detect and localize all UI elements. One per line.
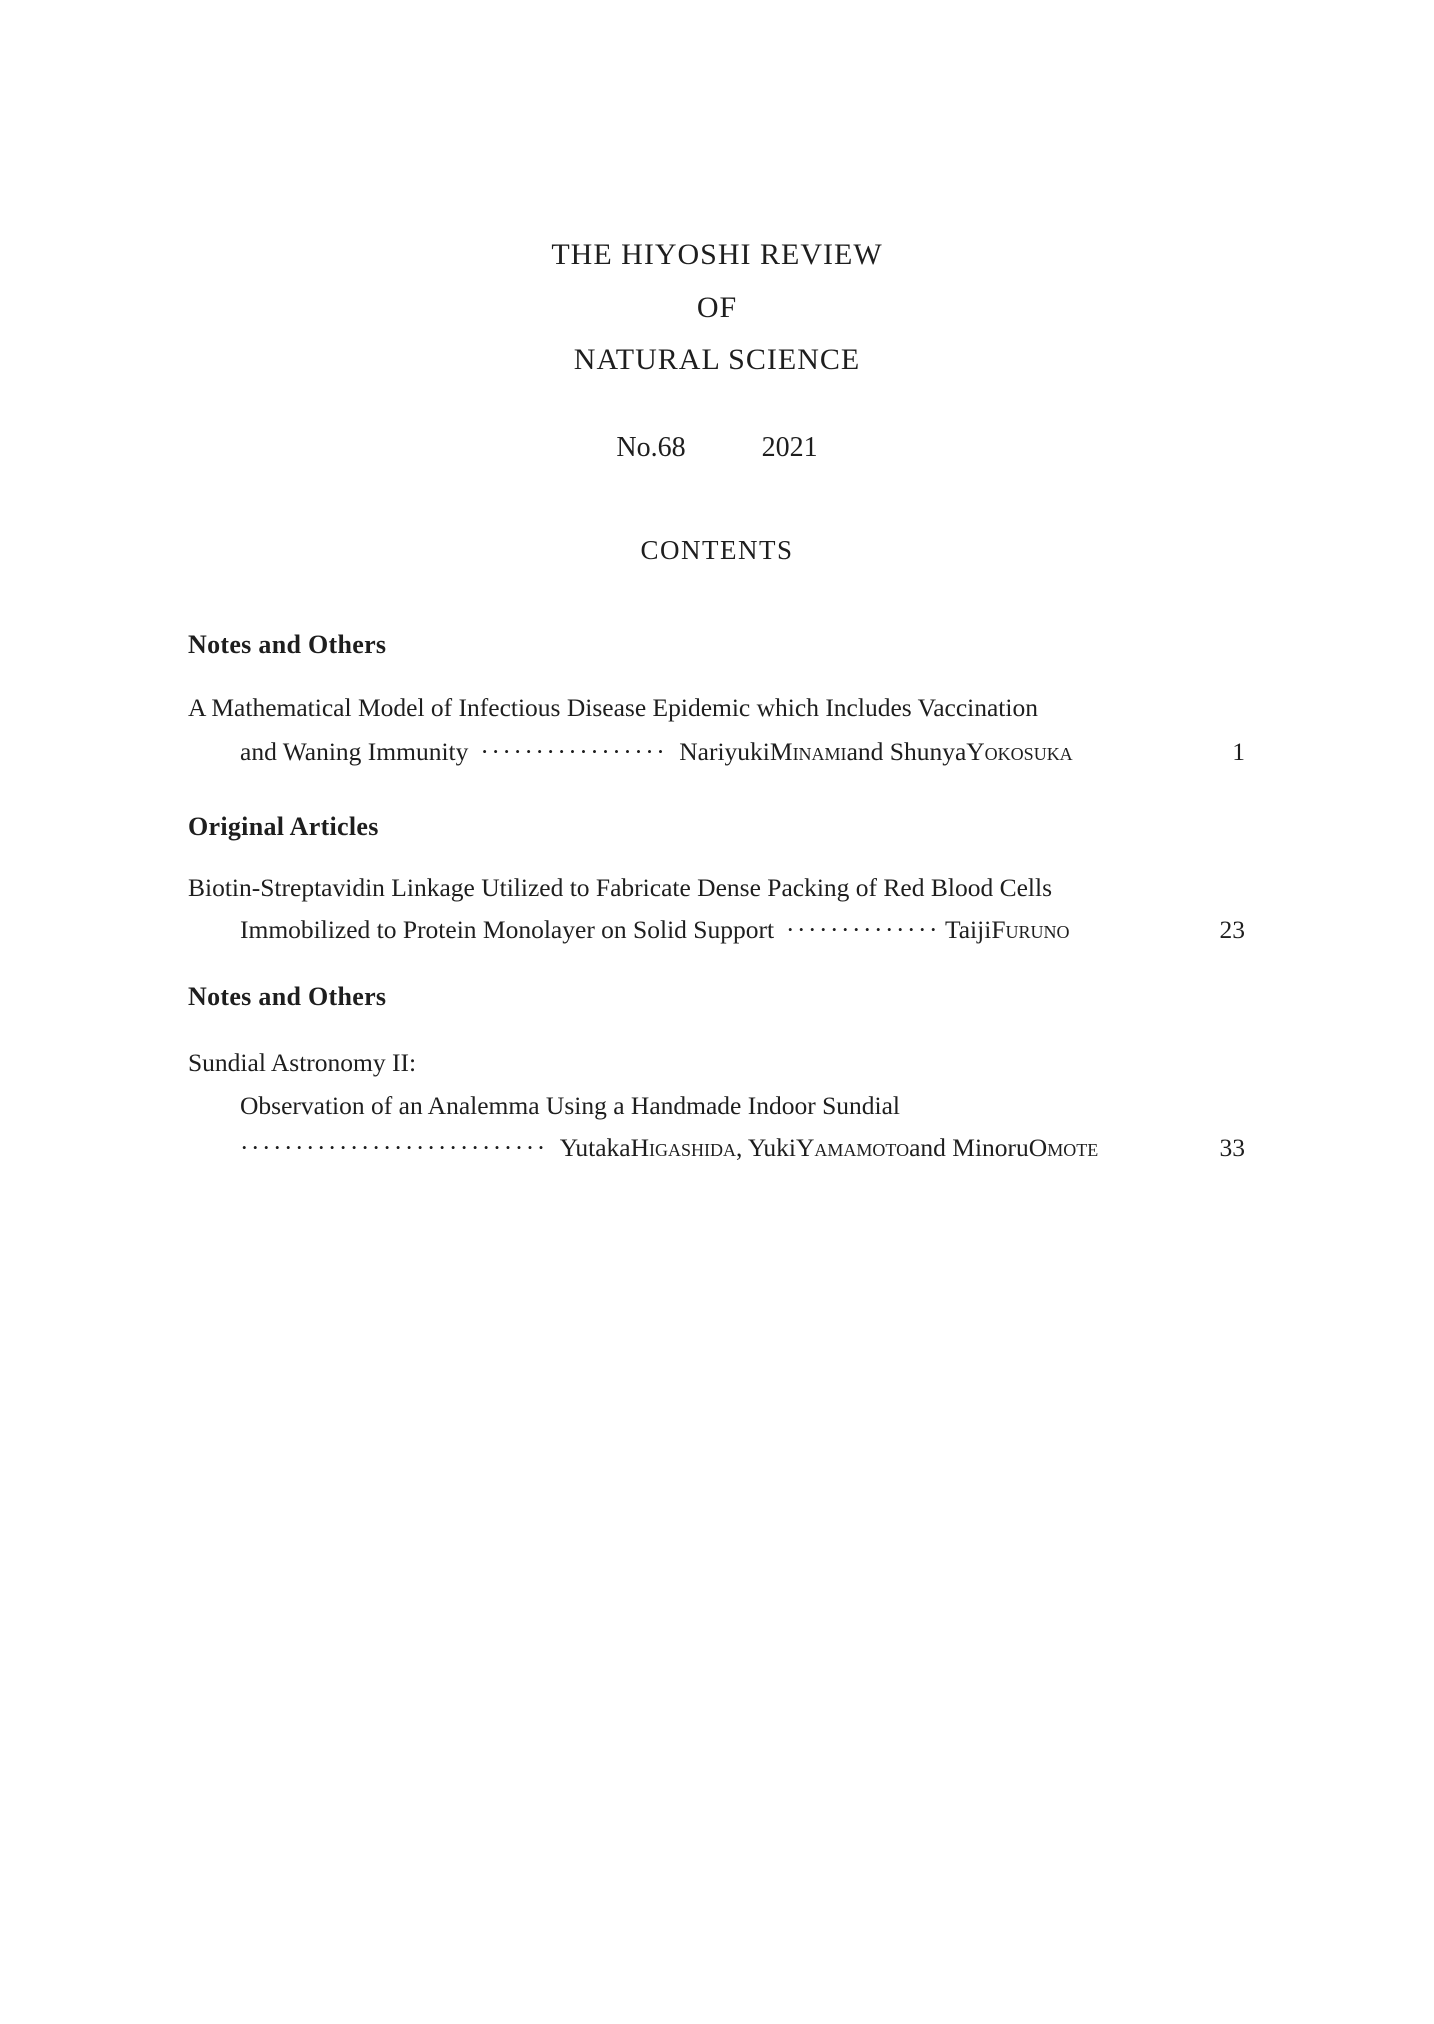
entry-author-line [240, 735, 1245, 769]
section-heading-notes-and-others-1: Notes and Others [188, 630, 387, 659]
issue-number: No.68 [616, 432, 686, 463]
entry-title-continuation: and Waning Immunity [240, 737, 469, 766]
page-number: 23 [1219, 915, 1245, 944]
author-surname: Furuno [991, 915, 1070, 944]
author-connector: and Shunya [846, 737, 967, 766]
author-surname: Yokosuka [966, 737, 1073, 766]
entry-title-line: Observation of an Analemma Using a Handmade Indoor Sundial [240, 1091, 901, 1120]
section-heading-notes-and-others-2: Notes and Others [188, 982, 387, 1011]
issue-row [0, 430, 1434, 466]
author-surname: Minami [769, 737, 847, 766]
page-number: 1 [1232, 737, 1245, 766]
dot-leader: ···························· [240, 1133, 548, 1162]
author-connector: and Minoru [909, 1133, 1029, 1162]
entry-title-line: A Mathematical Model of Infectious Disease Epidemic which Includes Vaccination [188, 693, 1038, 722]
entry-title-line: Biotin-Streptavidin Linkage Utilized to Fabricate Dense Packing of Red Blood Cells [188, 873, 1052, 902]
author-name: Nariyuki [679, 737, 770, 766]
author-surname: Yamamoto [796, 1133, 910, 1162]
journal-title-line-2: OF [696, 291, 738, 324]
author-connector: , Yuki [736, 1133, 796, 1162]
page-number: 33 [1219, 1133, 1245, 1162]
contents-heading: CONTENTS [640, 535, 794, 565]
author-surname: Omote [1028, 1133, 1099, 1162]
entry-title-continuation: Immobilized to Protein Monolayer on Solid Support [240, 915, 775, 944]
section-heading-original-articles: Original Articles [188, 812, 379, 841]
issue-year: 2021 [761, 432, 818, 463]
dot-leader: ················· [480, 737, 668, 766]
journal-title-line-3: NATURAL SCIENCE [573, 343, 861, 376]
entry-author-line [240, 1131, 1245, 1165]
author-surname: Higashida [630, 1133, 737, 1162]
author-name: Taiji [944, 915, 992, 944]
entry-author-line [240, 913, 1245, 947]
dot-leader: ·············· [786, 915, 940, 944]
entry-title-line: Sundial Astronomy II: [188, 1048, 417, 1077]
author-name: Yutaka [559, 1133, 631, 1162]
journal-title-line-1: THE HIYOSHI REVIEW [551, 238, 883, 271]
